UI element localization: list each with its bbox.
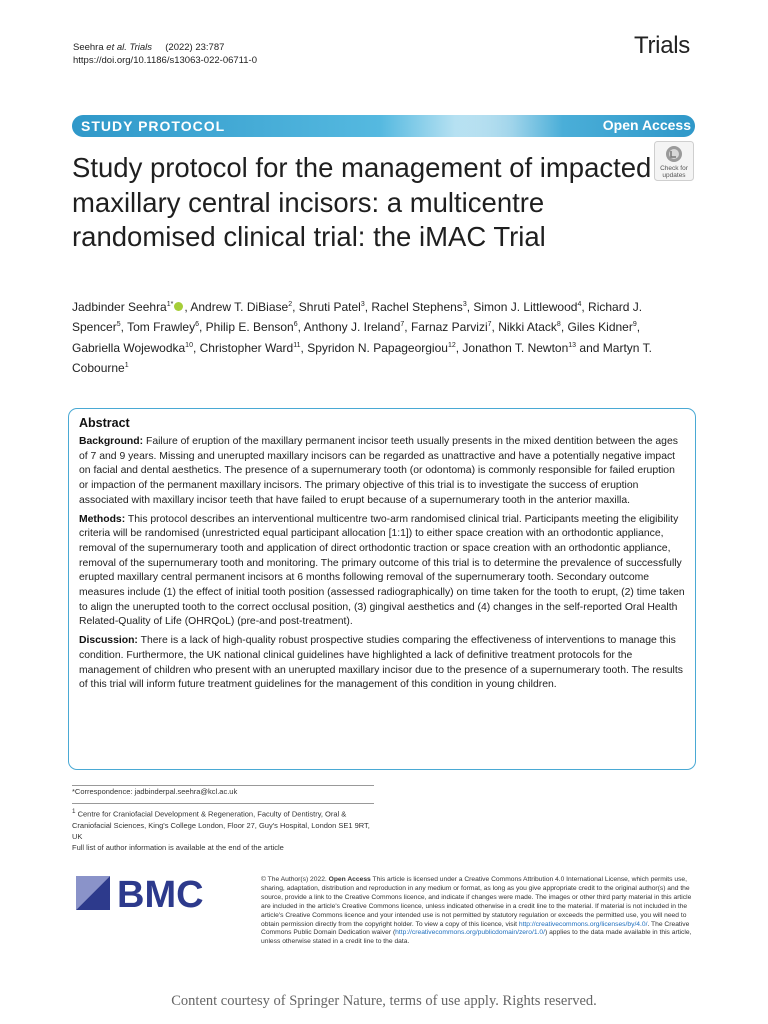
author-name: Jonathon T. Newton xyxy=(462,340,569,355)
check-for-updates-badge[interactable] xyxy=(654,141,694,181)
open-access-label: Open Access xyxy=(602,117,691,133)
license-body-3: ) applies to the data made available in this article, unless otherwise stated in a credit line to the data. xyxy=(261,929,692,946)
citation-header xyxy=(73,41,257,67)
citation-author: Seehra xyxy=(73,42,104,53)
author-affiliation-sup: 7 xyxy=(487,321,492,329)
author-name: Giles Kidner xyxy=(567,320,633,335)
orcid-icon[interactable] xyxy=(174,302,183,311)
author-name: Shruti Patel xyxy=(298,300,361,314)
author-and: and xyxy=(579,340,600,355)
author-affiliation-sup: 12 xyxy=(447,341,456,349)
bmc-logo xyxy=(76,874,214,912)
author-affiliation-sup: 1* xyxy=(166,301,174,308)
page-footer: Content courtesy of Springer Nature, terms of use apply. Rights reserved. xyxy=(171,993,597,1009)
author-affiliation-sup: 13 xyxy=(568,341,577,349)
author-affiliation-sup: 6 xyxy=(293,321,298,329)
author-info-note: Full list of author information is available at the end of the article xyxy=(72,843,284,853)
license-body-2: . The Creative Commons Public Domain Dedication waiver ( xyxy=(261,920,690,937)
author-name: Spyridon N. Papageorgiou xyxy=(307,340,448,355)
license-link-cc-zero[interactable]: http://creativecommons.org/publicdomain/zero/1.0/ xyxy=(395,929,545,937)
citation-volume: (2022) 23:787 xyxy=(165,42,225,53)
author-affiliation-sup: 3 xyxy=(360,301,365,308)
affiliation-sup: 1 xyxy=(72,808,76,815)
footnote-divider xyxy=(72,785,374,786)
citation-journal: et al. Trials xyxy=(106,42,153,53)
abstract-heading: Abstract xyxy=(79,416,130,430)
article-type-banner xyxy=(72,115,695,137)
background-label: Background: xyxy=(79,436,144,447)
abstract-background xyxy=(79,435,685,509)
affiliation-text: Centre for Craniofacial Development & Regeneration, Faculty of Dentistry, Oral & Craniofacial Sciences, King's College London, Floor 27, Guy's Hospital, London SE1 9RT, UK xyxy=(72,809,370,842)
author-list: Jadbinder Seehra$^{1*}$ , Andrew T. DiBiase$^2$, Shruti Patel$^3$, Rachel Stephens$^3$, Simon J. Littlewood$^4$, Richard J. Spencer$^5$, Tom Frawley$^6$, Philip E. Benson$^6$, Anthony J. Ireland$^7$, Farnaz Parvizi$^7$, Nikki Atack$^8$, Giles Kidner$^9$, Gabriella Wojewodka$^{10}$, Christopher Ward$^{11}$, Spyridon N. Papageorgiou$^{12}$, Jonathon T. Newton$^{13}$ and Martyn T. Cobourne$^1$ xyxy=(72,300,652,375)
author-name: Nikki Atack xyxy=(498,320,557,335)
bmc-logo-text: BMC xyxy=(117,874,204,912)
badge-line2: updates xyxy=(662,172,686,179)
check-updates-icon xyxy=(654,141,694,181)
discussion-text: There is a lack of high-quality robust prospective studies comparing the effectiveness of interventions to manage this condition. Furthermore, the UK national clinical guidelines have highlighted a lack of definitive treatment protocols for the management of children who present with an unerupted maxillary incisor due to the presence of a supernumerary tooth. The results of this trial will inform future treatment guidelines for the management of this condition in young children. xyxy=(79,635,683,691)
author-affiliation-sup: 9 xyxy=(632,321,637,329)
author-name: Andrew T. DiBiase xyxy=(190,300,289,314)
bmc-logo-icon xyxy=(76,874,214,912)
journal-name: Trials xyxy=(634,32,690,59)
article-title: Study protocol for the management of impacted maxillary central incisors: a multicentre randomised clinical trial: the iMAC Trial xyxy=(72,152,652,252)
author-name: Farnaz Parvizi xyxy=(410,320,488,335)
license-copyright: © The Author(s) 2022. xyxy=(261,876,327,883)
author-affiliation-sup: 1 xyxy=(124,361,129,369)
author-name: Philip E. Benson xyxy=(205,320,294,335)
author-name: Anthony J. Ireland xyxy=(303,320,401,335)
author-affiliation-sup: 2 xyxy=(288,301,293,308)
affiliation-note xyxy=(72,806,374,854)
author-affiliation-sup: 8 xyxy=(556,321,561,329)
author-affiliation-sup: 10 xyxy=(185,341,193,349)
author-name: Tom Frawley xyxy=(127,320,196,335)
background-text: Failure of eruption of the maxillary permanent incisor teeth usually presents in the mixed dentition between the ages of 7 and 9 years. Missing and unerupted maxillary incisors can be regarded as unattractive and have a potentially negative impact on facial and dental aesthetics. The presence of a supernumerary tooth (or odontoma) is commonly responsible for failed eruption or impaction of the permanent maxillary incisors. The primary objective of this trial is to investigate the success of eruption associated with maxillary incisor teeth that have failed to erupt because of a supernumerary tooth in the anterior maxilla. xyxy=(79,436,678,506)
doi-link[interactable]: https://doi.org/10.1186/s13063-022-06711-0 xyxy=(73,55,257,66)
correspondence-note: *Correspondence: jadbinderpal.seehra@kcl.ac.uk xyxy=(72,787,238,796)
author-affiliation-sup: 11 xyxy=(293,341,301,349)
author-name: Jadbinder Seehra xyxy=(72,300,167,314)
author-affiliation-sup: 5 xyxy=(116,321,121,329)
author-name: Gabriella Wojewodka xyxy=(72,340,186,355)
footnote-divider-2 xyxy=(72,803,374,804)
author-affiliation-sup: 7 xyxy=(400,321,405,329)
author-name: Christopher Ward xyxy=(199,340,294,355)
badge-line1: Check for xyxy=(660,165,688,172)
abstract-methods xyxy=(79,513,685,631)
methods-label: Methods: xyxy=(79,513,126,525)
author-name: Martyn T. Cobourne xyxy=(72,340,652,375)
license-link-cc-by[interactable]: http://creativecommons.org/licenses/by/4.0/ xyxy=(518,920,648,928)
license-oa-label: Open Access xyxy=(328,876,371,883)
abstract-discussion xyxy=(79,634,685,693)
author-affiliation-sup: 3 xyxy=(462,301,467,308)
discussion-label: Discussion: xyxy=(79,635,138,647)
author-affiliation-sup: 6 xyxy=(195,321,199,329)
license-text xyxy=(261,876,695,947)
methods-text: This protocol describes an interventional multicentre two-arm randomised clinical trial. Participants meeting the eligibility criteria will be randomised (unrestricted equal participant allocation [1:1]) to either space creation with an orthodontic appliance, removal of the supernumerary tooth and application of direct orthodontic traction or space creation with an orthodontic appliance, removal of the supernumerary tooth and monitoring. The primary outcome of this trial is to determine the prevalence of successfully erupted maxillary central permanent incisors at 6 months following removal of the supernumerary tooth. Secondary outcome measures include (1) the effect of initial tooth position (assessed radiographically) on time taken for the tooth to erupt, (2) time taken to align the unerupted tooth to the correct occlusal position, (3) gingival aesthetics and (4) changes in the self-reported Oral Health Related-Quality of Life (OHRQoL) (pre-and post-treatment). xyxy=(79,513,685,628)
author-name: Rachel Stephens xyxy=(371,300,463,314)
author-name: Simon J. Littlewood xyxy=(473,300,578,314)
author-name: Richard J. Spencer xyxy=(72,300,643,335)
abstract-box xyxy=(68,408,696,770)
article-type-label: STUDY PROTOCOL xyxy=(81,118,226,134)
license-body-1: This article is licensed under a Creative Commons Attribution 4.0 International License, which permits use, sharing, adaptation, distribution and reproduction in any medium or format, as long as you give appropriate credit to the original author(s) and the source, provide a link to the Creative Commons licence, and indicate if changes were made. The images or other third party material in this article are included in the article's Creative Commons licence, unless indicated otherwise in a credit line to the material. If material is not included in the article's Creative Commons licence and your intended use is not permitted by statutory regulation or exceeds the permitted use, you will need to obtain permission directly from the copyright holder. To view a copy of this licence, visit xyxy=(261,876,692,928)
author-affiliation-sup: 4 xyxy=(577,301,582,308)
